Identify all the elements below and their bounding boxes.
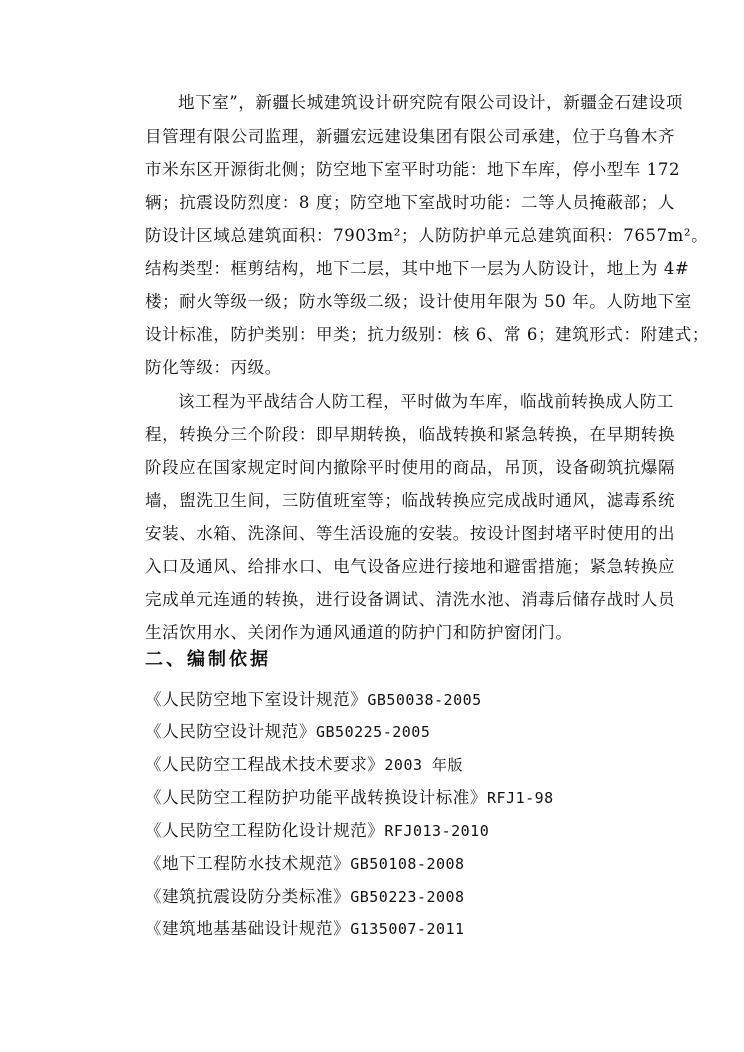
- text-line: 防设计区域总建筑面积：7903m²；人防防护单元总建筑面积：7657m²。: [145, 226, 709, 245]
- reference-code: RFJ013-2010: [384, 822, 490, 840]
- text-line: 阶段应在国家规定时间内撤除平时使用的商品，吊顶，设备砌筑抗爆隔: [145, 458, 676, 477]
- reference-item: [145, 787, 554, 809]
- reference-title: 《人民防空工程防护功能平战转换设计标准》: [145, 788, 487, 807]
- reference-code: 2003 年版: [384, 756, 464, 774]
- reference-code: GB50225-2005: [316, 723, 431, 741]
- reference-title: 《人民防空工程战术技术要求》: [145, 755, 385, 774]
- text-line: 结构类型：框剪结构，地下二层，其中地下一层为人防设计，地上为 4#: [145, 259, 690, 278]
- reference-title: 《建筑地基基础设计规范》: [145, 919, 351, 938]
- text-line: 防化等级：丙级。: [145, 358, 282, 377]
- reference-title: 《人民防空地下室设计规范》: [145, 690, 368, 709]
- reference-item: [145, 886, 465, 908]
- text-line: 该工程为平战结合人防工程，平时做为车库，临战前转换成人防工: [178, 392, 674, 411]
- reference-code: GB50038-2005: [367, 691, 482, 709]
- reference-title: 《人民防空设计规范》: [145, 722, 316, 741]
- text-line: 楼；耐火等级一级；防水等级二级；设计使用年限为 50 年。人防地下室: [145, 292, 692, 311]
- reference-item: [145, 853, 465, 875]
- reference-code: GB50223-2008: [350, 888, 465, 906]
- text-line: 辆；抗震设防烈度：8 度；防空地下室战时功能：二等人员掩蔽部；人: [145, 193, 675, 212]
- reference-item: [145, 820, 489, 842]
- text-line: 设计标准，防护类别：甲类；抗力级别：核 6、常 6；建筑形式：附建式；: [145, 325, 709, 344]
- text-line: 市米东区开源街北侧；防空地下室平时功能：地下车库，停小型车 172: [145, 160, 681, 179]
- reference-item: [145, 689, 482, 711]
- reference-title: 《建筑抗震设防分类标准》: [145, 887, 351, 906]
- text-line: 生活饮用水、关闭作为通风通道的防护门和防护窗闭门。: [145, 623, 573, 642]
- text-line: 安装、水箱、洗涤间、等生活设施的安装。按设计图封堵平时使用的出: [145, 524, 676, 543]
- section-heading: 二、编制依据: [145, 649, 271, 670]
- reference-code: G135007-2011: [350, 920, 465, 938]
- text-line: 程，转换分三个阶段：即早期转换，临战转换和紧急转换，在早期转换: [145, 425, 676, 444]
- reference-code: GB50108-2008: [350, 855, 465, 873]
- text-line: 地下室”，新疆长城建筑设计研究院有限公司设计，新疆金石建设项: [178, 93, 683, 112]
- reference-item: [145, 754, 463, 776]
- text-line: 完成单元连通的转换，进行设备调试、清洗水池、消毒后储存战时人员: [145, 590, 676, 609]
- text-line: 墙，盥洗卫生间，三防值班室等；临战转换应完成战时通风，滤毒系统: [145, 491, 676, 510]
- reference-item: [145, 721, 430, 743]
- text-line: 目管理有限公司监理，新疆宏远建设集团有限公司承建，位于乌鲁木齐: [145, 127, 676, 146]
- text-line: 入口及通风、给排水口、电气设备应进行接地和避雷措施；紧急转换应: [145, 557, 676, 576]
- reference-title: 《人民防空工程防化设计规范》: [145, 821, 385, 840]
- reference-item: [145, 918, 465, 940]
- reference-code: RFJ1-98: [487, 789, 554, 807]
- reference-title: 《地下工程防水技术规范》: [145, 854, 351, 873]
